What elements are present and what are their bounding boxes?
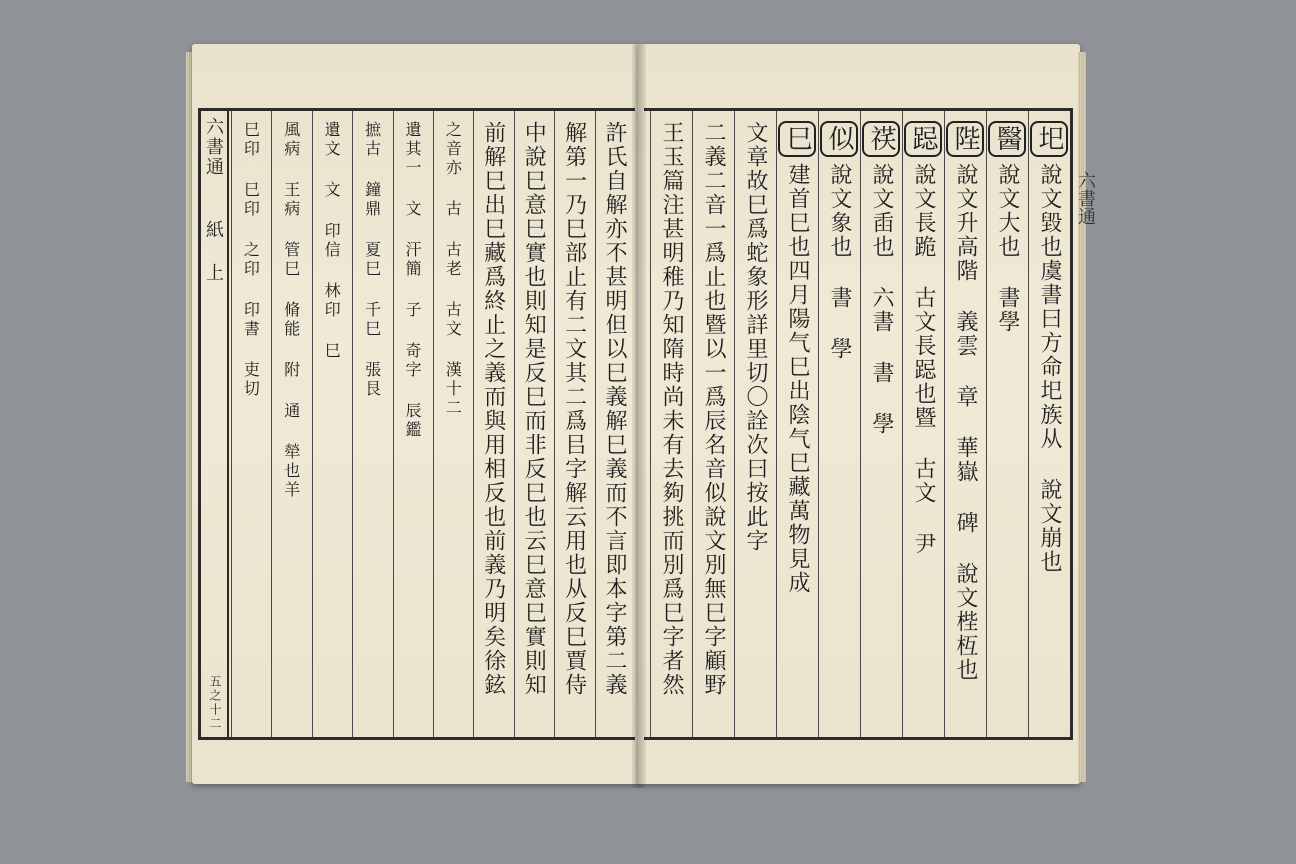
column-text: 解第一乃巳部止有二文其二爲㠯字解云用也从反巳賈侍	[561, 121, 587, 697]
text-column	[818, 111, 860, 737]
running-title: 六書通	[203, 117, 224, 177]
column-text: 王玉篇注甚明稚乃知隋時尚未有去夠挑而別爲巳字者然	[659, 121, 684, 697]
right-page-frame	[644, 108, 1096, 740]
text-column	[473, 111, 513, 737]
text-column	[514, 111, 554, 737]
column-text: 說文象也 書 學	[827, 163, 852, 361]
column-text: 文章故巳爲蛇象形詳里切〇詮次曰按此字	[743, 121, 768, 553]
column-text: 說文升高階 義雲 章 華嶽 碑 說文梐枑也	[953, 163, 978, 682]
column-text: 許氏自解亦不甚明但以巳義解巳義而不言即本字第二義	[602, 121, 627, 697]
column-text: 風病 王病 管巳 脩能 附 通 犖也羊	[281, 121, 301, 500]
left-text-columns	[231, 111, 635, 737]
text-column	[692, 111, 734, 737]
section-label: 紙 上	[203, 220, 224, 283]
text-column	[352, 111, 392, 737]
text-column	[554, 111, 594, 737]
text-column	[776, 111, 818, 737]
page-edges-right	[1078, 52, 1086, 782]
column-text: 說文長跪 古文長跽也暨 古文 尹	[911, 163, 936, 556]
column-text: 巳印 巳印 之印 印書 吏切	[241, 121, 261, 399]
text-column	[986, 111, 1028, 737]
text-column	[650, 111, 692, 737]
text-column	[231, 111, 271, 737]
text-column	[393, 111, 433, 737]
text-column	[433, 111, 473, 737]
right-margin-title: 六書通	[1075, 171, 1096, 225]
column-text: 遺其一 文 汗簡 子 奇字 辰鑑	[402, 121, 422, 440]
column-text: 遺文 文 印信 林印 巳	[322, 121, 342, 361]
text-column	[271, 111, 311, 737]
entry-head: 圯	[1030, 121, 1068, 157]
entry-head: 似	[820, 121, 858, 157]
entry-head: 巳	[778, 121, 816, 157]
text-column	[595, 111, 635, 737]
column-text: 說文毀也虞書曰方命圯族从 說文崩也	[1037, 163, 1062, 574]
column-text: 說文大也 書學	[995, 163, 1020, 334]
left-margin-column	[201, 111, 229, 737]
left-page-frame	[198, 108, 635, 740]
entry-head: 䄏	[862, 121, 900, 157]
folio-number: 五之十二	[208, 675, 222, 731]
entry-head: 跽	[904, 121, 942, 157]
text-column	[1028, 111, 1070, 737]
column-text: 摭古 鐘鼎 夏巳 千巳 張艮	[362, 121, 382, 399]
text-column	[734, 111, 776, 737]
entry-head: 陛	[946, 121, 984, 157]
column-text: 之音亦 古 古老 古文 漢十二	[443, 121, 463, 418]
right-text-columns	[644, 111, 1070, 737]
column-text: 前解巳出巳藏爲終止之義而與用相反也前義乃明矣徐鉉	[480, 121, 506, 697]
open-book	[186, 44, 1096, 790]
entry-head: 醫	[988, 121, 1026, 157]
column-text: 說文臿也 六書 書 學	[869, 163, 894, 436]
text-column	[312, 111, 352, 737]
text-column	[902, 111, 944, 737]
text-column	[944, 111, 986, 737]
column-text: 中說巳意巳實也則知是反巳而非反巳也云巳意巳實則知	[521, 121, 547, 697]
column-text: 二義二音一爲止也暨以一爲辰名音似說文別無巳字顧野	[701, 121, 726, 697]
text-column	[860, 111, 902, 737]
column-text: 建首巳也四月陽气巳出陰气巳藏萬物見成	[785, 163, 810, 595]
